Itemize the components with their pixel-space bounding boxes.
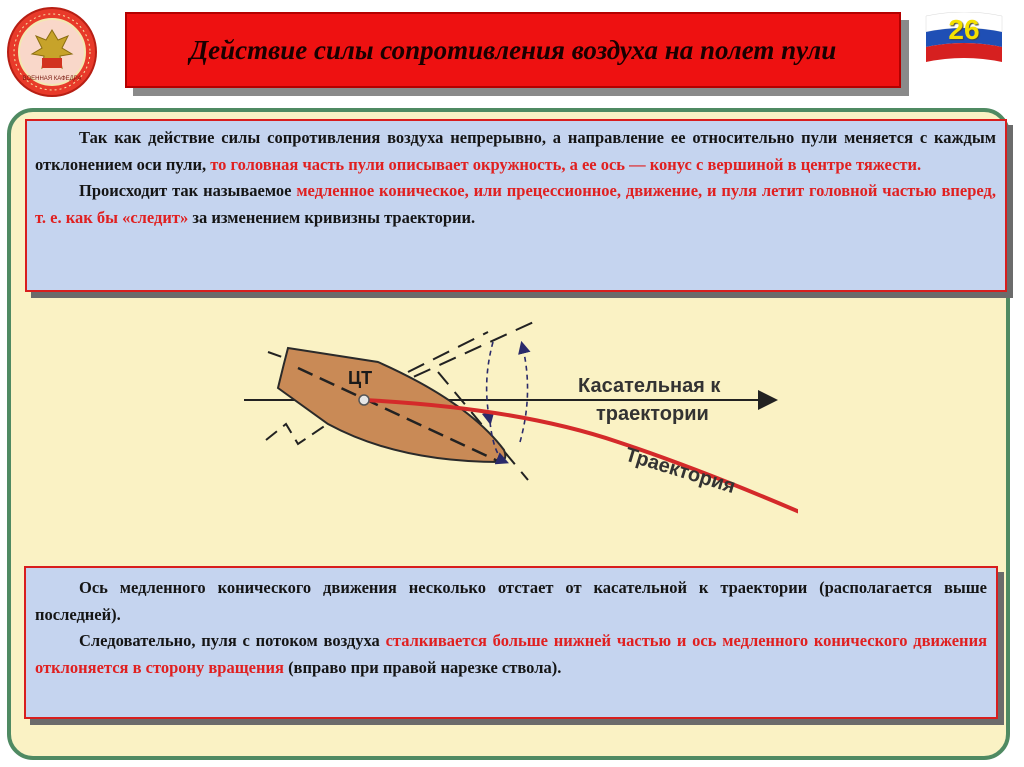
tangent-label-line1: Касательная к <box>578 375 721 397</box>
svg-text:ВОЕННАЯ КАФЕДРА: ВОЕННАЯ КАФЕДРА <box>22 76 82 82</box>
bottom-p2-highlight: сталкивается больше нижней частью и ось медленного конического движения отклоняется в сторону вращения <box>35 631 987 677</box>
bottom-paragraph-1: Ось медленного конического движения несколько отстает от касательной к траектории (располагается выше последней). <box>35 578 987 624</box>
top-p2-highlight: медленное коническое, или прецессионное, движение, и пуля летит головной частью вперед, т. е. как бы «следит» <box>35 181 997 227</box>
title-banner <box>125 12 901 88</box>
top-paragraph-2 <box>35 178 996 231</box>
top-text-box <box>25 119 1007 292</box>
tangent-label-line2: траектории <box>596 403 709 425</box>
bottom-text-box <box>24 566 998 719</box>
precession-diagram <box>238 312 798 528</box>
bottom-p2-text-end: (вправо при правой нарезке ствола). <box>283 657 562 677</box>
bullet-shape <box>278 348 505 462</box>
top-p2-text: Происходит так называемое <box>79 181 297 200</box>
top-p1-highlight: то головная часть пули описывает окружность, а ее ось — конус с вершиной в центре тяжести. <box>210 154 922 174</box>
page-title: Действие силы сопротивления воздуха на полет пули <box>189 35 837 65</box>
top-paragraph-1 <box>35 125 996 178</box>
bottom-p2-text: Следовательно, пуля с потоком воздуха <box>79 631 386 650</box>
precession-ellipse-right <box>520 344 528 442</box>
slide-number: 26 <box>948 14 980 45</box>
center-of-gravity-point <box>359 395 369 405</box>
top-p2-text-end: за изменением кривизны траектории. <box>188 207 476 227</box>
top-p1-text: Так как действие силы сопротивления воздуха непрерывно, а направление ее относительно пули меняется с каждым отклонением оси пули, <box>35 128 996 174</box>
cg-label: ЦТ <box>348 368 373 388</box>
bottom-paragraph-2 <box>35 628 987 681</box>
military-academy-emblem-icon <box>6 6 98 98</box>
trajectory-label: Траектория <box>622 443 738 499</box>
cone-line-mid <box>408 332 488 372</box>
